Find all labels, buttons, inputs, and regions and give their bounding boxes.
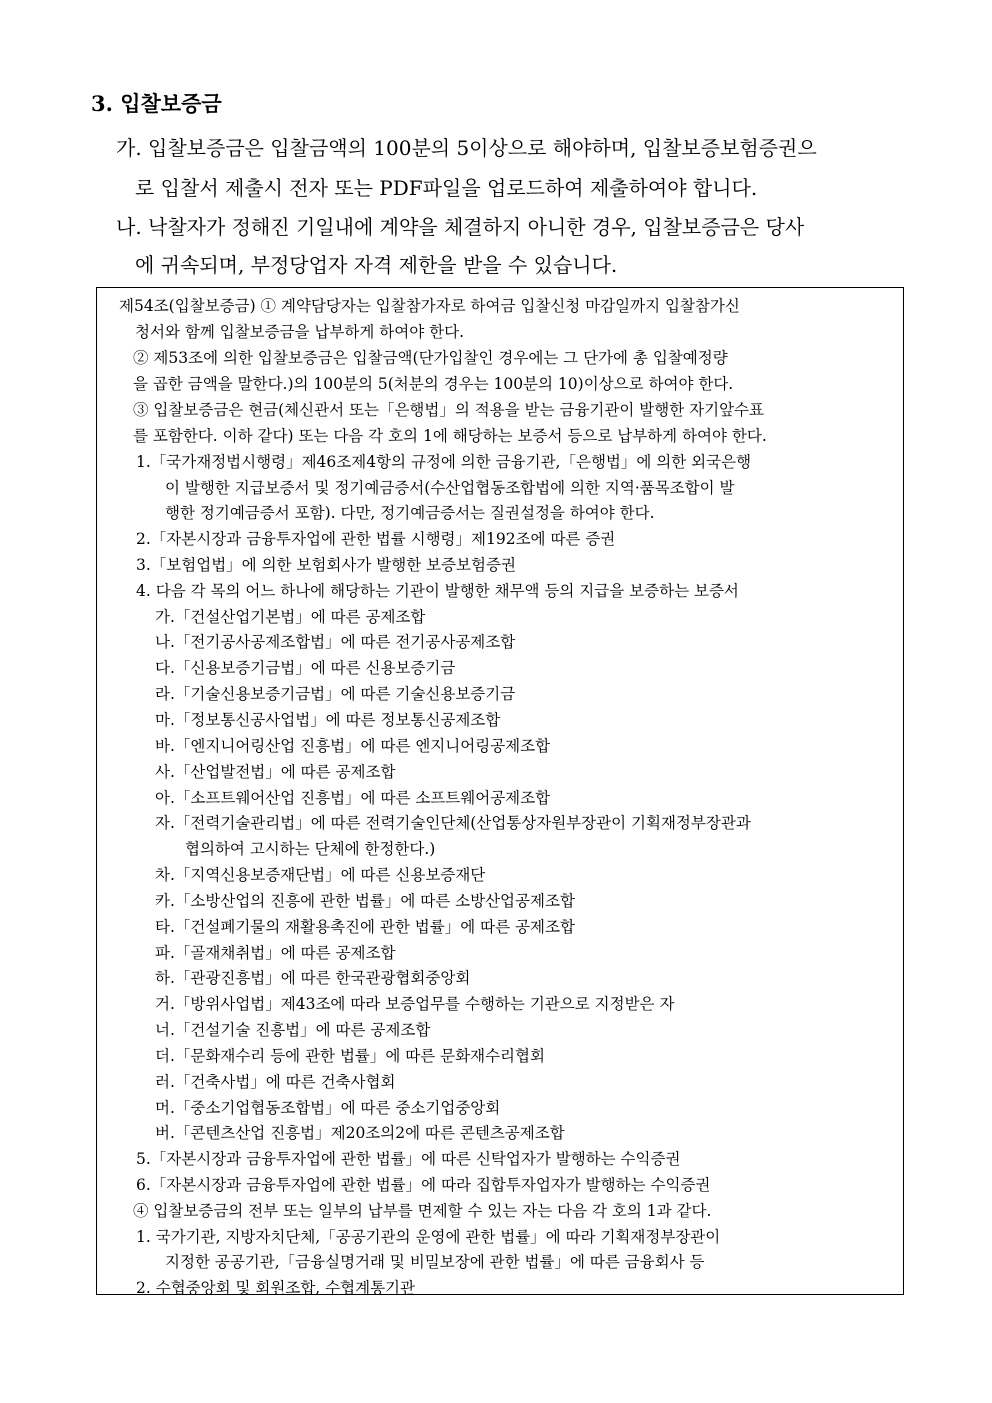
law-line: 지정한 공공기관,「금융실명거래 및 비밀보장에 관한 법률」에 따른 금융회사 등 (165, 1253, 705, 1271)
paragraph-na-line2: 에 귀속되며, 부정당업자 자격 제한을 받을 수 있습니다. (135, 253, 618, 277)
paragraph-na-line1: 나. 낙찰자가 정해진 기일내에 계약을 체결하지 아니한 경우, 입찰보증금은 당사 (116, 215, 805, 239)
law-line: 차.「지역신용보증재단법」에 따른 신용보증재단 (155, 866, 486, 884)
law-line: 아.「소프트웨어산업 진흥법」에 따른 소프트웨어공제조합 (155, 789, 551, 807)
law-line: 하.「관광진흥법」에 따른 한국관광협회중앙회 (155, 969, 471, 987)
law-line: 나.「전기공사공제조합법」에 따른 전기공사공제조합 (155, 633, 516, 651)
section-heading: 3. 입찰보증금 (91, 91, 222, 116)
law-line: 타.「건설폐기물의 재활용촉진에 관한 법률」에 따른 공제조합 (155, 918, 575, 936)
law-line: 파.「골재채취법」에 따른 공제조합 (155, 944, 396, 962)
law-line: 이 발행한 지급보증서 및 정기예금증서(수산업협동조합법에 의한 지역·품목조합이 발 (165, 479, 735, 497)
law-line: 거.「방위사업법」제43조에 따라 보증업무를 수행하는 기관으로 지정받은 자 (155, 995, 675, 1013)
law-line: 다.「신용보증기금법」에 따른 신용보증기금 (155, 659, 456, 677)
law-line: 마.「정보통신공사업법」에 따른 정보통신공제조합 (155, 711, 501, 729)
law-line: 6.「자본시장과 금융투자업에 관한 법률」에 따라 집합투자업자가 발행하는 수익증권 (136, 1176, 711, 1194)
law-line: 더.「문화재수리 등에 관한 법률」에 따른 문화재수리협회 (155, 1047, 545, 1065)
law-line: 협의하여 고시하는 단체에 한정한다.) (185, 840, 436, 858)
law-line: ② 제53조에 의한 입찰보증금은 입찰금액(단가입찰인 경우에는 그 단가에 총 입찰예정량 (133, 349, 728, 367)
law-line: 카.「소방산업의 진흥에 관한 법률」에 따른 소방산업공제조합 (155, 892, 575, 910)
law-line: 사.「산업발전법」에 따른 공제조합 (155, 763, 396, 781)
law-line: ④ 입찰보증금의 전부 또는 일부의 납부를 면제할 수 있는 자는 다음 각 호의 1과 같다. (133, 1202, 712, 1220)
law-line: 2.「자본시장과 금융투자업에 관한 법률 시행령」제192조에 따른 증권 (136, 530, 616, 548)
law-line: ③ 입찰보증금은 현금(체신관서 또는「은행법」의 적용을 받는 금융기관이 발행한 자기앞수표 (133, 401, 764, 419)
paragraph-ga-line1: 가. 입찰보증금은 입찰금액의 100분의 5이상으로 해야하며, 입찰보증보험증권으 (116, 136, 817, 160)
law-line: 자.「전력기술관리법」에 따른 전력기술인단체(산업통상자원부장관이 기획재정부장관과 (155, 814, 751, 832)
law-line: 를 포함한다. 이하 같다) 또는 다음 각 호의 1에 해당하는 보증서 등으로 납부하게 하여야 한다. (133, 427, 767, 445)
law-line: 1. 국가기관, 지방자치단체,「공공기관의 운영에 관한 법률」에 따라 기획재정부장관이 (136, 1228, 721, 1246)
law-line: 5.「자본시장과 금융투자업에 관한 법률」에 따른 신탁업자가 발행하는 수익증권 (136, 1150, 681, 1168)
law-line: 러.「건축사법」에 따른 건축사협회 (155, 1073, 396, 1091)
law-line: 1.「국가재정법시행령」제46조제4항의 규정에 의한 금융기관,「은행법」에 의한 외국은행 (136, 453, 752, 471)
law-line: 2. 수협중앙회 및 회원조합, 수협계통기관 (136, 1279, 415, 1297)
law-line: 가.「건설산업기본법」에 따른 공제조합 (155, 608, 426, 626)
law-line: 4. 다음 각 목의 어느 하나에 해당하는 기관이 발행한 채무액 등의 지급을 보증하는 보증서 (136, 582, 739, 600)
law-line: 너.「건설기술 진흥법」에 따른 공제조합 (155, 1021, 431, 1039)
law-line: 라.「기술신용보증기금법」에 따른 기술신용보증기금 (155, 685, 516, 703)
paragraph-ga-line2: 로 입찰서 제출시 전자 또는 PDF파일을 업로드하여 제출하여야 합니다. (135, 176, 758, 200)
law-line: 바.「엔지니어링산업 진흥법」에 따른 엔지니어링공제조합 (155, 737, 551, 755)
law-line: 머.「중소기업협동조합법」에 따른 중소기업중앙회 (155, 1099, 501, 1117)
law-line: 3.「보험업법」에 의한 보험회사가 발행한 보증보험증권 (136, 556, 516, 574)
law-line: 을 곱한 금액을 말한다.)의 100분의 5(처분의 경우는 100분의 10)이상으로 하여야 한다. (133, 375, 734, 393)
law-line: 청서와 함께 입찰보증금을 납부하게 하여야 한다. (135, 323, 465, 341)
law-line: 버.「콘텐츠산업 진흥법」제20조의2에 따른 콘텐츠공제조합 (155, 1124, 565, 1142)
law-line: 행한 정기예금증서 포함). 다만, 정기예금증서는 질권설정을 하여야 한다. (165, 504, 655, 522)
law-line: 제54조(입찰보증금) ① 계약담당자는 입찰참가자로 하여금 입찰신청 마감일까지 입찰참가신 (119, 297, 740, 315)
